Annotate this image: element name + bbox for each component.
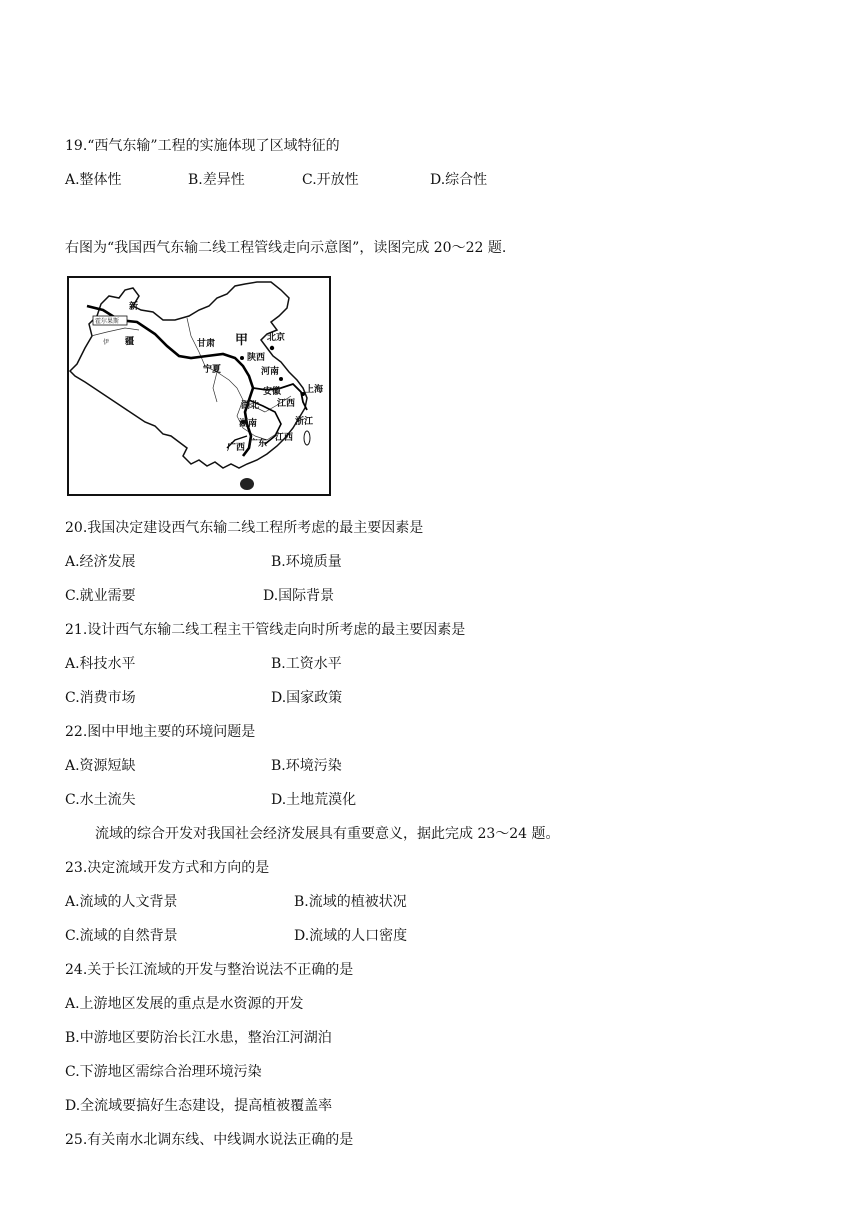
map-label-xin: 新 [129, 302, 139, 312]
map-label-west1: 霍尔果斯 [95, 318, 120, 325]
map-label-shaanxi: 陕西 [247, 353, 266, 363]
q24-stem: 24.关于长江流域的开发与整治说法不正确的是 [65, 962, 354, 978]
map-label-henan: 河南 [261, 367, 280, 377]
taiwan-island [304, 431, 310, 445]
q21-option-c: C.消费市场 [65, 690, 136, 706]
q19-stem: 19.“西气东输”工程的实施体现了区域特征的 [65, 138, 340, 154]
q19-option-b: B.差异性 [188, 172, 245, 188]
map-label-beijing: 北京 [267, 333, 286, 343]
q24-option-d: D.全流域要搞好生态建设，提高植被覆盖率 [65, 1098, 333, 1114]
q20-option-c: C.就业需要 [65, 588, 136, 604]
q24-option-a: A.上游地区发展的重点是水资源的开发 [65, 996, 304, 1012]
map-intro-text: 右图为“我国西气东输二线工程管线走向示意图”，读图完成 20～22 题. [65, 240, 507, 256]
map-label-ningxia: 宁夏 [203, 365, 222, 375]
basin-intro-text: 流域的综合开发对我国社会经济发展具有重要意义，据此完成 23～24 题。 [95, 826, 560, 842]
henan-dot [279, 377, 283, 381]
q25-stem: 25.有关南水北调东线、中线调水说法正确的是 [65, 1132, 354, 1148]
q23-option-b: B.流域的植被状况 [294, 894, 407, 910]
q24-option-b: B.中游地区要防治长江水患，整治江河湖泊 [65, 1030, 332, 1046]
map-label-hunan: 湖南 [239, 419, 258, 429]
q23-option-a: A.流域的人文背景 [65, 894, 178, 910]
q20-option-a: A.经济发展 [65, 554, 136, 570]
map-label-shanghai: 上海 [305, 385, 324, 395]
q19-option-a: A.整体性 [65, 172, 122, 188]
q24-option-c: C.下游地区需综合治理环境污染 [65, 1064, 262, 1080]
map-label-jiangxi-2: 江西 [275, 433, 294, 443]
q21-option-a: A.科技水平 [65, 656, 136, 672]
shaanxi-dot [240, 356, 244, 360]
q22-option-c: C.水土流失 [65, 792, 136, 808]
q22-option-a: A.资源短缺 [65, 758, 136, 774]
q19-option-d: D.综合性 [430, 172, 488, 188]
beijing-dot [270, 346, 274, 350]
map-label-west2: 伊 [103, 339, 110, 346]
map-label-gansu: 甘肃 [197, 339, 216, 349]
q22-option-b: B.环境污染 [271, 758, 342, 774]
q20-stem: 20.我国决定建设西气东输二线工程所考虑的最主要因素是 [65, 520, 424, 536]
map-label-jiangxi-1: 江西 [277, 399, 296, 409]
hainan-island [240, 478, 254, 490]
q22-option-d: D.土地荒漠化 [271, 792, 357, 808]
map-label-guangxi: 广西 [227, 443, 246, 453]
pipeline-map-figure [67, 276, 331, 496]
q20-option-d: D.国际背景 [263, 588, 335, 604]
q23-stem: 23.决定流域开发方式和方向的是 [65, 860, 270, 876]
q19-option-c: C.开放性 [302, 172, 359, 188]
map-label-anhui: 安徽 [263, 387, 282, 397]
q23-option-c: C.流域的自然背景 [65, 928, 178, 944]
q22-stem: 22.图中甲地主要的环境问题是 [65, 724, 256, 740]
map-label-zhejiang: 浙江 [295, 417, 314, 427]
q23-option-d: D.流域的人口密度 [294, 928, 408, 944]
pipeline-map-svg [67, 276, 331, 496]
map-label-west3: 疆 [125, 337, 135, 347]
map-label-guangdong: 广东 [249, 439, 268, 449]
map-label-hubei: 湖北 [241, 401, 260, 411]
q21-stem: 21.设计西气东输二线工程主干管线走向时所考虑的最主要因素是 [65, 622, 466, 638]
map-label-jia: 甲 [235, 333, 249, 348]
q21-option-d: D.国家政策 [271, 690, 343, 706]
q21-option-b: B.工资水平 [271, 656, 342, 672]
q20-option-b: B.环境质量 [271, 554, 342, 570]
